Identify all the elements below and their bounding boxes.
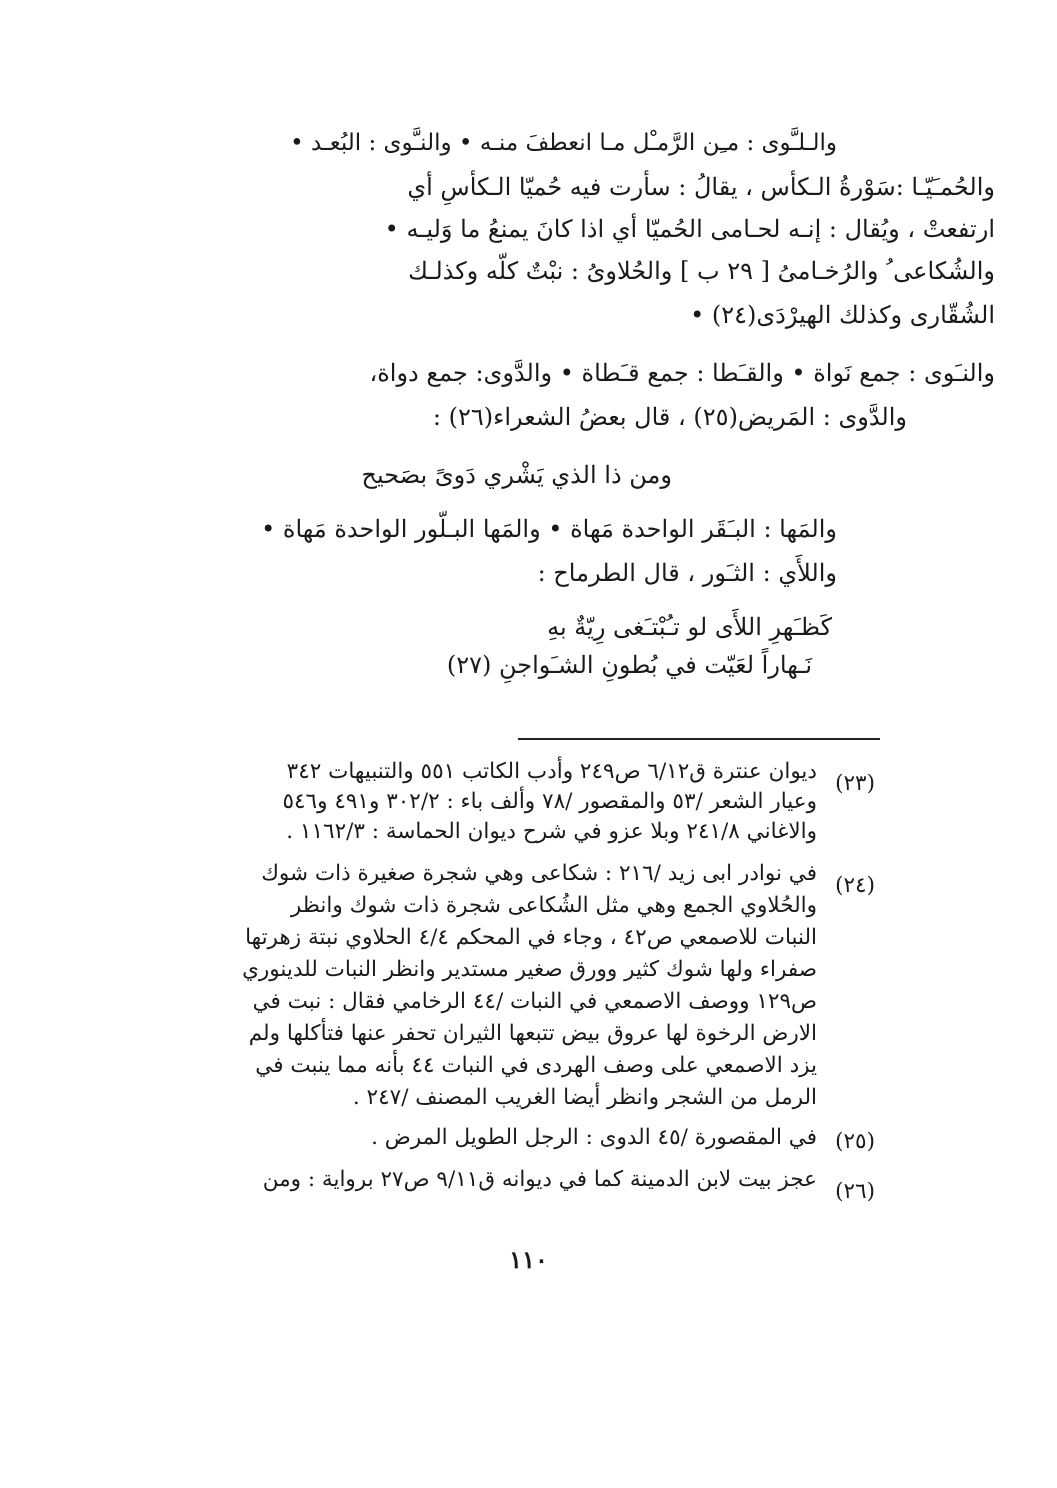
footnote-line: يزد الاصمعي على وصف الهردى في النبات ٤٤ بأنه مما ينبت في [255,1053,817,1078]
footnote-line: صفراء ولها شوك كثير وورق صغير مستدير وانظر النبات للدينوري [242,957,817,982]
footnote-line: الارض الرخوة لها عروق بيض تتبعها الثيران تحفر عنها فتأكلها ولم [248,1021,817,1046]
body-line: والـلـَّوى : مـِن الرَّمـْل مـا انعطفَ منـه • والنـَّوى : البُعـد • [290,130,837,156]
page-number: ١١٠ [509,1245,548,1274]
footnote-line: في المقصورة /٤٥ الدوى : الرجل الطويل المرض . [371,1125,817,1150]
footnote-line: وعيار الشعر /٥٣ والمقصور /٧٨ وألف باء : ٣٠٢/٢ و٤٩١ و٥٤٦ [282,789,817,814]
verse-line: ومن ذا الذي يَشْري دَوىً بصَحيح [361,461,672,489]
body-line: الشُقّارى وكذلك الهيرْدَى(٢٤) • [690,301,995,329]
body-line: والمَها : البـَقَر الواحدة مَهاة • والمَها البـلّور الواحدة مَهاة • [261,515,837,543]
footnote-number: (٢٦) [835,1179,875,1204]
body-line: والنـَوى : جمع نَواة • والقـَطا : جمع قـَطاة • والدَّوى: جمع دواة، [369,359,995,387]
body-line: ارتفعتْ ، ويُقال : إنـه لحـامى الحُميّا أي اذا كانَ يمنعُ ما وَليـه • [384,215,995,243]
footnote-number: (٢٥) [835,1129,875,1154]
footnote-line: والحُلاوي الجمع وهي مثل الشُكاعى شجرة ذات شوك وانظر [290,893,817,918]
footnote-line: في نوادر ابى زيد /٢١٦ : شكاعى وهي شجرة صغيرة ذات شوك [261,861,817,886]
footnote-separator [518,738,880,740]
footnote-number: (٢٤) [835,873,875,898]
body-line: والشُكاعى ُ والرُخـامىُ [ ٢٩ ب ] والحُلاوىُ : نبْتٌ كلّه وكذلـك [408,257,995,285]
footnote-line: والاغاني ٢٤١/٨ وبلا عزو في شرح ديوان الحماسة : ١١٦٢/٣ . [286,819,817,844]
body-line: والحُمـَيّـا :سَوْرةُ الـكأس ، يقالُ : سأرت فيه حُميّا الـكأسِ أي [407,173,995,201]
footnote-line: عجز بيت لابن الدمينة كما في ديوانه ق٩/١١ ص٢٧ برواية : ومن [262,1167,817,1192]
body-line: والدَّوى : المَريض(٢٥) ، قال بعضُ الشعراء(٢٦) : [432,403,907,431]
verse-line: نَـهاراً لعَيّت في بُطونِ الشـَواجنِ (٢٧) [446,651,812,679]
body-line: واللأَي : الثـَور ، قال الطرماح : [537,559,837,587]
footnote-line: ديوان عنترة ق٦/١٢ ص٢٤٩ وأدب الكاتب ٥٥١ والتنبيهات ٣٤٢ [286,759,817,784]
footnote-line: ص١٢٩ ووصف الاصمعي في النبات /٤٤ الرخامي فقال : نبت في [252,989,817,1014]
footnote-number: (٢٣) [835,771,875,796]
footnote-line: النبات للاصمعي ص٤٢ ، وجاء في المحكم ٤/٤ الحلاوي نبتة زهرتها [245,925,817,950]
verse-line: كَظـَهرِ اللأَى لو تـُبْتـَغى رِيّةٌ بهِ [547,613,832,641]
footnote-line: الرمل من الشجر وانظر أيضا الغريب المصنف /٢٤٧ . [352,1085,817,1110]
